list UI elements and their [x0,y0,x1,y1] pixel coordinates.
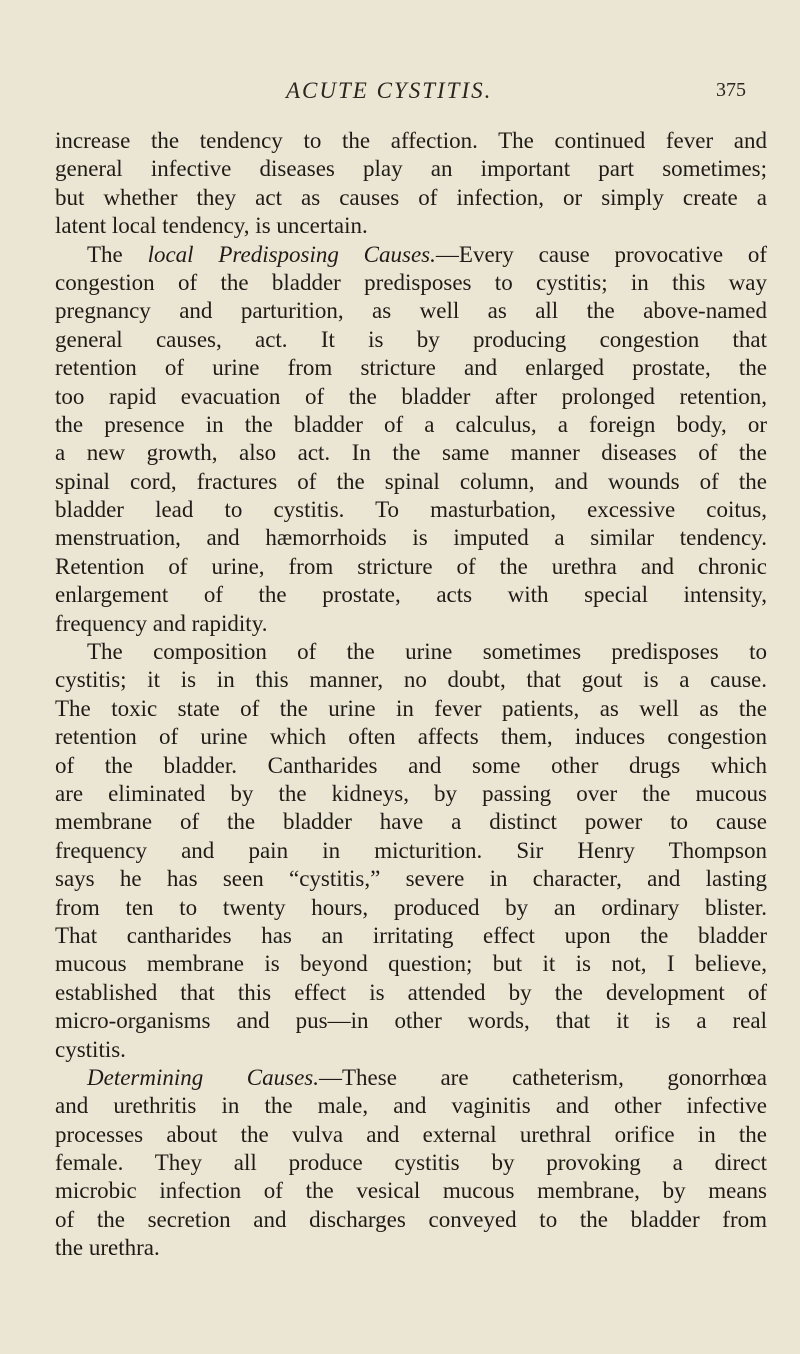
text-line [55,241,767,269]
text-line: mucous membrane is beyond question; but it is not, I believe, [55,951,767,977]
text-line: too rapid evacuation of the bladder after prolonged retention, [55,383,767,409]
text-line: enlargement of the prostate, acts with special intensity, [55,582,767,608]
text-line: menstruation, and hæmorrhoids is imputed a similar tendency. [55,525,767,551]
text-line: cystitis; it is in this manner, no doubt, that gout is a cause. [55,667,767,693]
section-heading-italic: Determining Causes. [87,1064,319,1090]
text-line: bladder lead to cystitis. To masturbation, excessive coitus, [55,497,767,523]
text-line: the presence in the bladder of a calculus, a foreign body, or [55,411,767,437]
text-line: a new growth, also act. In the same manner diseases of the [55,440,767,466]
text-line: pregnancy and parturition, as well as all the above-named [55,298,767,324]
text-line: established that this effect is attended by the development of [55,979,767,1005]
text-line: says he has seen “cystitis,” severe in character, and lasting [55,866,767,892]
text-line: retention of urine which often affects them, induces congestion [55,724,767,750]
text-line: The composition of the urine sometimes predisposes to [87,639,767,665]
text-line: retention of urine from stricture and enlarged prostate, the [55,355,767,381]
text-line: the urethra. [55,1235,160,1261]
text-line: frequency and rapidity. [55,610,268,636]
text-line: congestion of the bladder predisposes to cystitis; in this way [55,269,767,295]
text-line: from ten to twenty hours, produced by an ordinary blister. [55,894,767,920]
text-line: and urethritis in the male, and vaginitis and other infective [55,1093,767,1119]
text-line: processes about the vulva and external urethral orifice in the [55,1121,767,1147]
page-header [0,78,800,114]
section-heading-italic: local Predisposing Causes. [147,241,436,267]
text-line: The toxic state of the urine in fever patients, as well as the [55,695,767,721]
text-line: of the bladder. Cantharides and some other drugs which [55,752,767,778]
text-line: cystitis. [55,1036,126,1062]
text-line: micro-organisms and pus—in other words, that it is a real [55,1008,767,1034]
line-rest-text: —These are catheterism, gonorrhœa [319,1064,767,1090]
page-number: 375 [716,79,746,101]
text-line: general infective diseases play an important part sometimes; [55,156,767,182]
text-line: membrane of the bladder have a distinct power to cause [55,809,767,835]
line-rest-text: —Every cause provocative of [435,241,767,267]
text-line: but whether they act as causes of infection, or simply create a [55,184,767,210]
text-line: of the secretion and discharges conveyed to the bladder from [55,1206,767,1232]
body-text [55,127,767,1263]
running-title: ACUTE CYSTITIS. [286,78,493,103]
line-lead-text: The [87,241,148,267]
text-line: increase the tendency to the affection. The continued fever and [55,128,767,153]
text-line: latent local tendency, is uncertain. [55,213,368,239]
text-line: frequency and pain in micturition. Sir Henry Thompson [55,837,767,863]
text-line: are eliminated by the kidneys, by passing over the mucous [55,780,767,806]
text-line: That cantharides has an irritating effect upon the bladder [55,922,767,948]
text-line: general causes, act. It is by producing congestion that [55,326,767,352]
text-line: spinal cord, fractures of the spinal column, and wounds of the [55,468,767,494]
text-line: female. They all produce cystitis by provoking a direct [55,1150,767,1176]
text-line: Retention of urine, from stricture of the urethra and chronic [55,553,767,579]
text-line: microbic infection of the vesical mucous membrane, by means [55,1178,767,1204]
text-line [55,1064,767,1092]
